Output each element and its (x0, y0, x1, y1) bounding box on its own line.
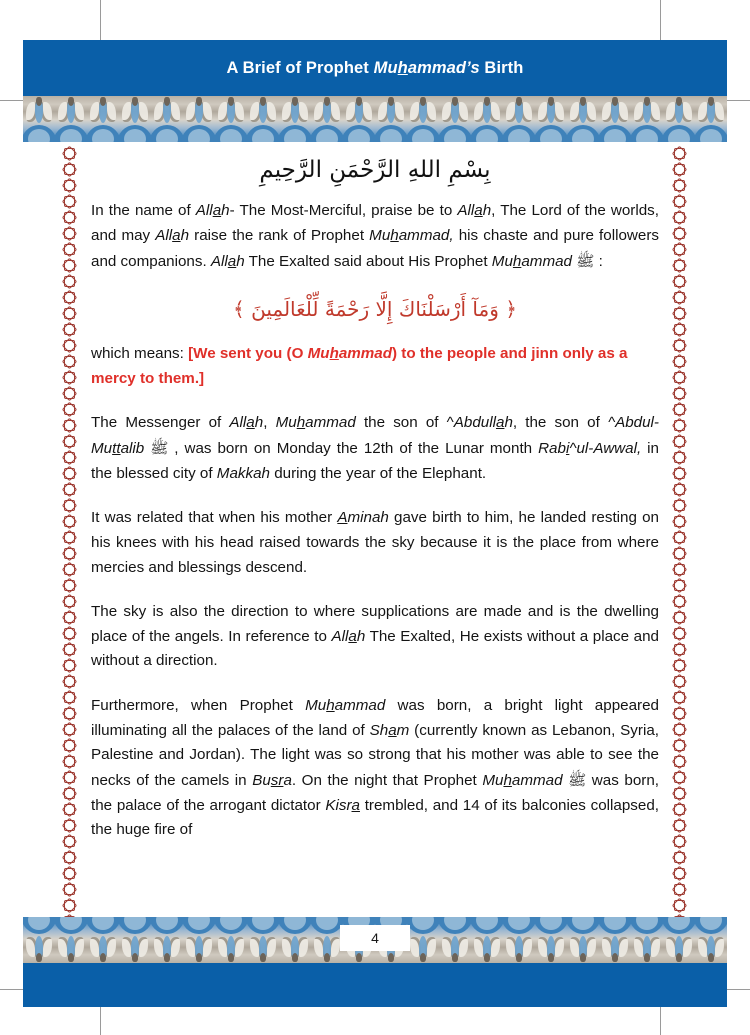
allah-1-end: h (221, 202, 230, 220)
rosette-ornament (673, 306, 688, 321)
rosette-ornament (63, 898, 78, 913)
lineage-text-6: in the blessed city of (91, 440, 659, 482)
allah-2: All (457, 202, 475, 220)
band-motif (311, 917, 343, 963)
lineage-rabi: Rab (538, 440, 566, 458)
muhammad-2-end: ammad (521, 252, 573, 270)
translation-muhammad-u: h (329, 345, 339, 363)
rosette-ornament (673, 402, 688, 417)
band-motif (695, 917, 727, 963)
light-muhammad-2: Mu (482, 771, 504, 789)
band-motif (87, 96, 119, 142)
allah-1-u: a (212, 202, 222, 220)
rosette-ornament (63, 674, 78, 689)
band-motif (215, 96, 247, 142)
light-muhammad-2-u: h (503, 771, 512, 789)
band-motif (183, 917, 215, 963)
band-motif (55, 917, 87, 963)
page-footer-bar (23, 963, 727, 1007)
band-motif (55, 96, 87, 142)
salla-symbol-icon: ﷺ (576, 251, 595, 270)
rosette-ornament (63, 706, 78, 721)
side-border-left (61, 146, 79, 952)
band-motif (535, 96, 567, 142)
paragraph-sky (91, 600, 659, 674)
band-motif (151, 96, 183, 142)
rosette-ornament (63, 722, 78, 737)
rosette-ornament (673, 834, 688, 849)
rosette-ornament (673, 754, 688, 769)
rosette-ornament (63, 818, 78, 833)
page-title-prefix: A Brief of Prophet (226, 58, 374, 77)
lineage-text-1: The Messenger of (91, 414, 230, 432)
intro-text-7: : (594, 252, 603, 270)
document-page (23, 40, 727, 1007)
light-sham-end: m (396, 721, 410, 739)
band-motif (407, 96, 439, 142)
rosette-ornament (673, 850, 688, 865)
rosette-ornament (673, 514, 688, 529)
allah-3-end: h (180, 226, 190, 244)
rosette-ornament (673, 898, 688, 913)
light-muhammad-1: Mu (305, 697, 327, 715)
rosette-ornament (673, 210, 688, 225)
light-busra: Bu (252, 771, 271, 789)
band-motif (503, 96, 535, 142)
allah-4-u: a (227, 252, 237, 270)
rosette-ornament (63, 530, 78, 545)
rosette-ornament (63, 290, 78, 305)
rosette-ornament (673, 226, 688, 241)
intro-text-2: - The Most-Merciful, praise be to (229, 202, 458, 220)
rosette-ornament (673, 578, 688, 593)
rosette-ornament (673, 546, 688, 561)
rosette-ornament (63, 786, 78, 801)
lineage-allah-end: h (254, 414, 264, 432)
translation-pre: [We sent you (O (188, 345, 308, 363)
lineage-abdullah-u: a (495, 414, 505, 432)
ornamental-band-top (23, 96, 727, 142)
light-muhammad-2-end: ammad (511, 771, 563, 789)
band-motif (247, 96, 279, 142)
page-header-bar (23, 40, 727, 96)
page-title (227, 59, 524, 78)
rosette-ornament (63, 210, 78, 225)
rosette-ornament (673, 178, 688, 193)
band-motif (247, 917, 279, 963)
birth-aminah: minah (347, 509, 389, 527)
paragraph-light (91, 694, 659, 843)
lineage-abdulmuttalib-end: alib (120, 440, 145, 458)
rosette-ornament (63, 402, 78, 417)
rosette-ornament (63, 306, 78, 321)
muhammad-1: Mu (369, 226, 391, 244)
intro-text-4: raise the rank of Prophet (189, 226, 370, 244)
lineage-muhammad-end: ammad (305, 414, 356, 432)
lineage-text-5: , was born on Monday the 12th of the Lunar month (168, 440, 539, 458)
basmala-calligraphy: بِسْمِ اللهِ الرَّحْمَنِ الرَّحِيمِ (259, 157, 491, 183)
rosette-ornament (63, 514, 78, 529)
rosette-ornament (673, 242, 688, 257)
intro-text-3: , The Lord of the worlds, and may (91, 202, 659, 244)
band-motif (503, 917, 535, 963)
band-motif (311, 96, 343, 142)
lineage-abdulmuttalib-u: tt (112, 440, 121, 458)
rosette-ornament (63, 258, 78, 273)
rosette-ornament (63, 770, 78, 785)
lineage-text-3: the son of ^ (355, 414, 454, 432)
side-border-right (671, 146, 689, 952)
muhammad-1-u: h (390, 226, 399, 244)
rosette-ornament (673, 322, 688, 337)
birth-text-1: It was related that when his mother (91, 509, 338, 527)
rosette-ornament (63, 242, 78, 257)
rosette-ornament (63, 754, 78, 769)
lineage-allah-u: a (246, 414, 255, 432)
lineage-muhammad: Mu (275, 414, 297, 432)
band-motif (119, 96, 151, 142)
band-motif (631, 96, 663, 142)
rosette-ornament (673, 434, 688, 449)
light-text-3: (currently known as Lebanon, Syria, Palestine and Jordan). The light was so strong that his mother was able to see the necks of the camels in (91, 721, 659, 789)
light-text-5: was born, the palace of the arrogant dictator (91, 771, 659, 814)
salla-symbol-icon-3: ﷺ (568, 770, 587, 789)
lineage-rabi-end: ^ul-Awwal, (569, 440, 642, 458)
lineage-text-7: during the year of the Elephant. (269, 464, 487, 482)
rosette-ornament (63, 546, 78, 561)
translation-muhammad: Mu (307, 345, 330, 363)
rosette-ornament (63, 610, 78, 625)
rosette-ornament (63, 370, 78, 385)
rosette-ornament (673, 194, 688, 209)
rosette-ornament (673, 146, 688, 161)
rosette-ornament (63, 626, 78, 641)
allah-2-u: a (474, 202, 483, 220)
intro-text-1: In the name of (91, 202, 196, 220)
lineage-text-4: , the son of (512, 414, 608, 432)
rosette-ornament (673, 466, 688, 481)
page-title-name-2: ammad’s (407, 58, 480, 77)
rosette-ornament (63, 386, 78, 401)
lineage-muhammad-u: h (296, 414, 306, 432)
rosette-ornament (63, 882, 78, 897)
band-motif (567, 917, 599, 963)
rosette-ornament (63, 450, 78, 465)
light-text-1: Furthermore, when Prophet (91, 697, 306, 715)
rosette-ornament (63, 642, 78, 657)
band-motif (215, 917, 247, 963)
rosette-ornament (673, 418, 688, 433)
page-title-name-1: Mu (373, 58, 398, 77)
rosette-ornament (63, 226, 78, 241)
lineage-abdullah: Abdull (453, 414, 496, 432)
allah-3: All (155, 226, 173, 244)
rosette-ornament (63, 338, 78, 353)
rosette-ornament (673, 626, 688, 641)
band-motif (663, 96, 695, 142)
rosette-ornament (673, 370, 688, 385)
light-text-6: trembled, and 14 of its balconies collapsed, the huge fire of (91, 796, 659, 839)
sky-allah-u: a (348, 627, 357, 645)
salla-symbol-icon-2: ﷺ (150, 439, 169, 458)
rosette-ornament (63, 482, 78, 497)
sky-text-2: The Exalted, He exists without a place and without a direction. (91, 627, 659, 670)
paragraph-birth (91, 506, 659, 580)
translation-lead: which means: (91, 345, 189, 363)
rosette-ornament (63, 690, 78, 705)
rosette-ornament (673, 882, 688, 897)
page-title-name-h: h (397, 58, 408, 77)
light-busra-end: a (283, 771, 292, 789)
muhammad-1-end: ammad, (398, 226, 454, 244)
allah-1: All (195, 202, 213, 220)
rosette-ornament (673, 482, 688, 497)
band-motif (471, 96, 503, 142)
band-motif (183, 96, 215, 142)
light-sham: Sh (369, 721, 389, 739)
rosette-ornament (673, 274, 688, 289)
rosette-ornament (63, 466, 78, 481)
rosette-ornament (673, 594, 688, 609)
allah-3-u: a (172, 226, 181, 244)
band-motif (279, 917, 311, 963)
band-motif (119, 917, 151, 963)
rosette-ornament (673, 530, 688, 545)
allah-4: All (210, 252, 228, 270)
rosette-ornament (673, 706, 688, 721)
rosette-ornament (673, 866, 688, 881)
allah-4-end: h (236, 252, 245, 270)
lineage-makkah: Makkah (216, 464, 270, 482)
rosette-ornament (63, 594, 78, 609)
rosette-ornament (673, 162, 688, 177)
rosette-ornament (63, 578, 78, 593)
band-motif (695, 96, 727, 142)
light-kisra: Kisr (325, 796, 352, 814)
lineage-abdulmuttalib: ^Abdul-Mu (91, 414, 659, 458)
band-motif (535, 917, 567, 963)
band-motif (599, 917, 631, 963)
rosette-ornament (673, 802, 688, 817)
muhammad-2: Mu (491, 252, 513, 270)
paragraph-intro (91, 199, 659, 274)
rosette-ornament (63, 866, 78, 881)
rosette-ornament (63, 274, 78, 289)
rosette-ornament (673, 290, 688, 305)
band-motif (567, 96, 599, 142)
quran-verse: ﴿ وَمَآ أَرْسَلْنَاكَ إِلَّا رَحْمَةً لِّلْعَالَمِينَ ﴾ (233, 297, 517, 322)
lineage-abdullah-end: h (504, 414, 513, 432)
rosette-ornament (63, 178, 78, 193)
rosette-ornament (673, 770, 688, 785)
rosette-ornament (673, 786, 688, 801)
light-busra-u: sr (270, 771, 284, 789)
band-motif (439, 96, 471, 142)
muhammad-2-u: h (512, 252, 522, 270)
translation-muhammad-end: ammad (338, 345, 393, 363)
rosette-ornament (673, 674, 688, 689)
band-motif (87, 917, 119, 963)
band-motif (151, 917, 183, 963)
rosette-ornament (63, 434, 78, 449)
rosette-ornament (673, 450, 688, 465)
lineage-rabi-u: i (565, 440, 570, 458)
lineage-text-2: , (263, 414, 276, 432)
rosette-ornament (63, 738, 78, 753)
light-text-4: . On the night that Prophet (291, 771, 483, 789)
rosette-ornament (63, 834, 78, 849)
rosette-ornament (673, 258, 688, 273)
translation-post: ) to the people and jinn only as a mercy to them.] (91, 345, 628, 387)
birth-text-2: gave birth to him, he landed resting on his knees with his head raised towards the sky because it is the place from where mercies and blessings descend. (91, 509, 659, 576)
rosette-ornament (63, 802, 78, 817)
paragraph-translation (91, 342, 659, 391)
rosette-ornament (63, 418, 78, 433)
light-sham-u: a (388, 721, 397, 739)
band-motif (23, 96, 55, 142)
rosette-ornament (673, 338, 688, 353)
rosette-ornament (673, 738, 688, 753)
band-motif (375, 96, 407, 142)
intro-text-6: The Exalted said about His Prophet (244, 252, 492, 270)
band-motif (439, 917, 471, 963)
light-muhammad-1-end: ammad (334, 697, 386, 715)
rosette-ornament (673, 818, 688, 833)
paragraph-lineage (91, 411, 659, 486)
band-motif (23, 917, 55, 963)
rosette-ornament (63, 194, 78, 209)
band-motif (279, 96, 311, 142)
rosette-ornament (673, 642, 688, 657)
birth-aminah-u: A (337, 509, 348, 527)
rosette-ornament (673, 722, 688, 737)
rosette-ornament (673, 354, 688, 369)
light-text-2: was born, a bright light appeared illuminating all the palaces of the land of (91, 697, 659, 739)
sky-allah-end: h (356, 627, 366, 645)
rosette-ornament (63, 322, 78, 337)
allah-2-end: h (482, 202, 492, 220)
intro-text-5: his chaste and pure followers and companions. (91, 226, 659, 270)
band-motif (599, 96, 631, 142)
sky-text-1: The sky is also the direction to where supplications are made and is the dwelling place of the angels. In reference to (91, 603, 659, 645)
page-content (91, 158, 659, 863)
rosette-ornament (673, 690, 688, 705)
rosette-ornament (63, 146, 78, 161)
band-motif (631, 917, 663, 963)
rosette-ornament (63, 498, 78, 513)
rosette-ornament (63, 850, 78, 865)
rosette-ornament (673, 386, 688, 401)
rosette-ornament (673, 498, 688, 513)
band-motif (407, 917, 439, 963)
rosette-ornament (673, 562, 688, 577)
band-motif (471, 917, 503, 963)
sky-allah: All (331, 627, 349, 645)
rosette-ornament (673, 658, 688, 673)
rosette-ornament (63, 658, 78, 673)
page-number: 4 (340, 925, 410, 951)
rosette-ornament (673, 610, 688, 625)
light-kisra-u: a (351, 796, 360, 814)
band-motif (663, 917, 695, 963)
lineage-allah: All (229, 414, 247, 432)
page-title-suffix: Birth (479, 58, 524, 77)
rosette-ornament (63, 354, 78, 369)
rosette-ornament (63, 562, 78, 577)
rosette-ornament (63, 162, 78, 177)
band-motif (343, 96, 375, 142)
light-muhammad-1-u: h (326, 697, 335, 715)
